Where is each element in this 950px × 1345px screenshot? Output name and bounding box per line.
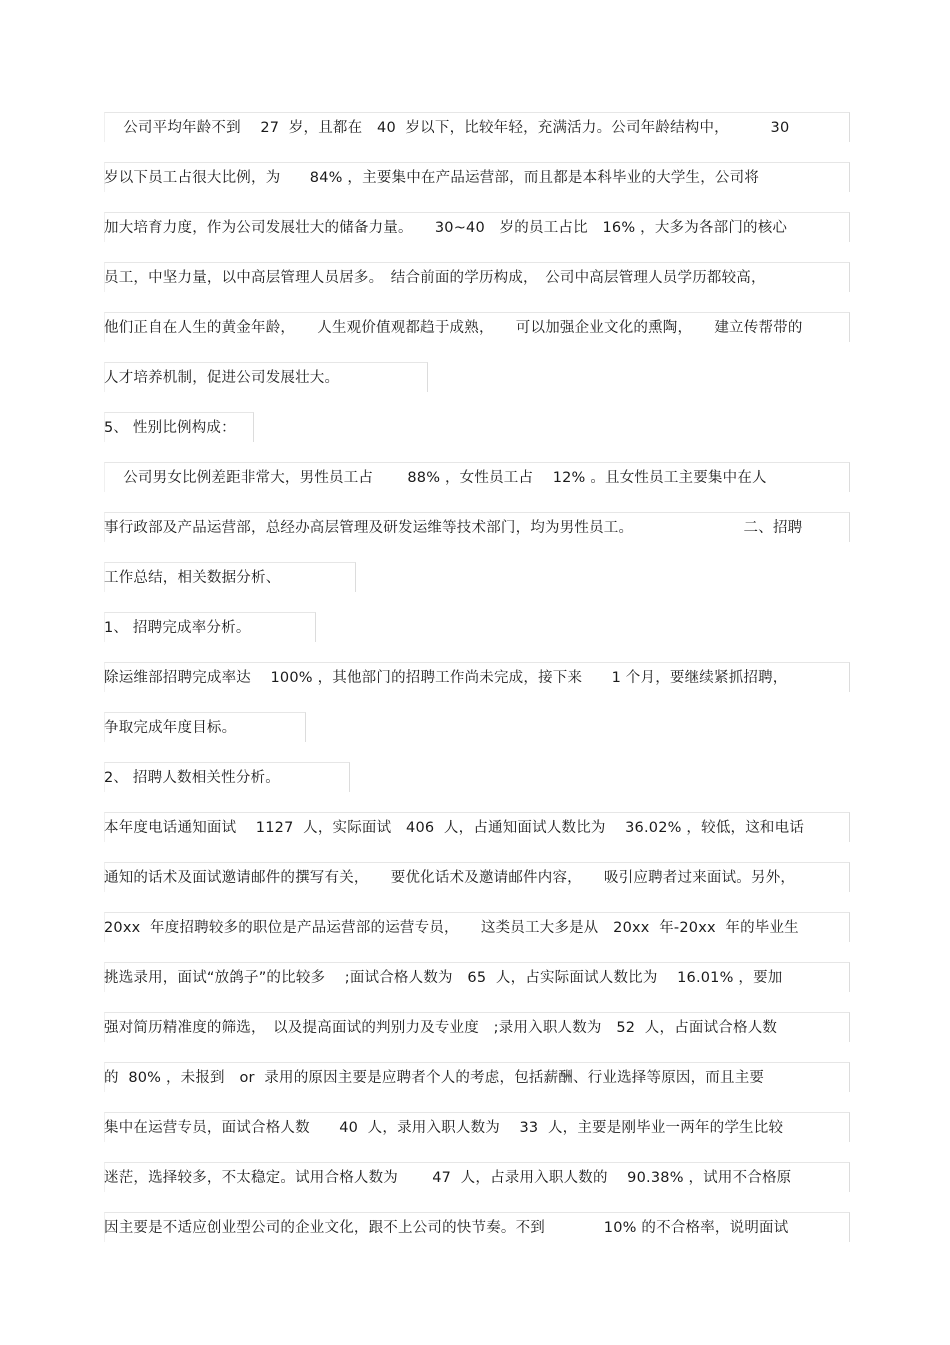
paragraph-line-19: 迷茫，选择较多，不太稳定。试用合格人数为 47 人，占录用入职人数的 90.38% ，试用不合格原 — [104, 1170, 792, 1186]
paragraph-line-17: 的 80% ，未报到 or 录用的原因主要是应聘者个人的考虑，包括薪酬、行业选择等原因，而且主要 — [104, 1070, 765, 1086]
section-heading-completion: 1、 招聘完成率分析。 — [104, 620, 251, 636]
section-heading-correlation: 2、 招聘人数相关性分析。 — [104, 770, 280, 786]
paragraph-line-13: 通知的话术及面试邀请邮件的撰写有关， 要优化话术及邀请邮件内容， 吸引应聘者过来面试。另外， — [104, 870, 796, 886]
paragraph-line-15: 挑选录用，面试“放鸽子”的比较多 ;面试合格人数为 65 人，占实际面试人数比为 16.01% ，要加 — [104, 970, 783, 986]
paragraph-line-12: 本年度电话通知面试 1127 人，实际面试 406 人，占通知面试人数比为 36.02% ，较低，这和电话 — [104, 820, 805, 836]
paragraph-line-3: 加大培育力度，作为公司发展壮大的储备力量。 30~40 岁的员工占比 16% ，大多为各部门的核心 — [104, 220, 788, 236]
paragraph-line-18: 集中在运营专员，面试合格人数 40 人，录用入职人数为 33 人，主要是刚毕业一两年的学生比较 — [104, 1120, 784, 1136]
paragraph-line-11: 争取完成年度目标。 — [104, 720, 237, 736]
paragraph-line-20: 因主要是不适应创业型公司的企业文化，跟不上公司的快节奏。不到 10% 的不合格率，说明面试 — [104, 1220, 789, 1236]
paragraph-line-8: 事行政部及产品运营部，总经办高层管理及研发运维等技术部门，均为男性员工。 二、招聘 — [104, 520, 803, 536]
paragraph-line-10: 除运维部招聘完成率达 100% ，其他部门的招聘工作尚未完成，接下来 1 个月，要继续紧抓招聘， — [104, 670, 788, 686]
paragraph-line-14: 20xx 年度招聘较多的职位是产品运营部的运营专员， 这类员工大多是从 20xx 年-20xx 年的毕业生 — [104, 920, 799, 936]
paragraph-line-5: 他们正自在人生的黄金年龄， 人生观价值观都趋于成熟， 可以加强企业文化的熏陶， 建立传帮带的 — [104, 320, 803, 336]
paragraph-line-4: 员工，中坚力量，以中高层管理人员居多。 结合前面的学历构成， 公司中高层管理人员学历都较高， — [104, 270, 766, 286]
paragraph-line-16: 强对简历精准度的筛选， 以及提高面试的判别力及专业度 ;录用入职人数为 52 人，占面试合格人数 — [104, 1020, 778, 1036]
section-heading-gender: 5、 性别比例构成： — [104, 420, 236, 436]
paragraph-line-1: 公司平均年龄不到 27 岁，且都在 40 岁以下，比较年轻，充满活力。公司年龄结构中， 30 — [104, 120, 790, 136]
paragraph-line-6: 人才培养机制，促进公司发展壮大。 — [104, 370, 340, 386]
paragraph-line-2: 岁以下员工占很大比例，为 84% ，主要集中在产品运营部，而且都是本科毕业的大学生，公司将 — [104, 170, 760, 186]
paragraph-line-7: 公司男女比例差距非常大，男性员工占 88% ，女性员工占 12% 。且女性员工主要集中在人 — [104, 470, 767, 486]
paragraph-line-9: 工作总结，相关数据分析、 — [104, 570, 281, 586]
